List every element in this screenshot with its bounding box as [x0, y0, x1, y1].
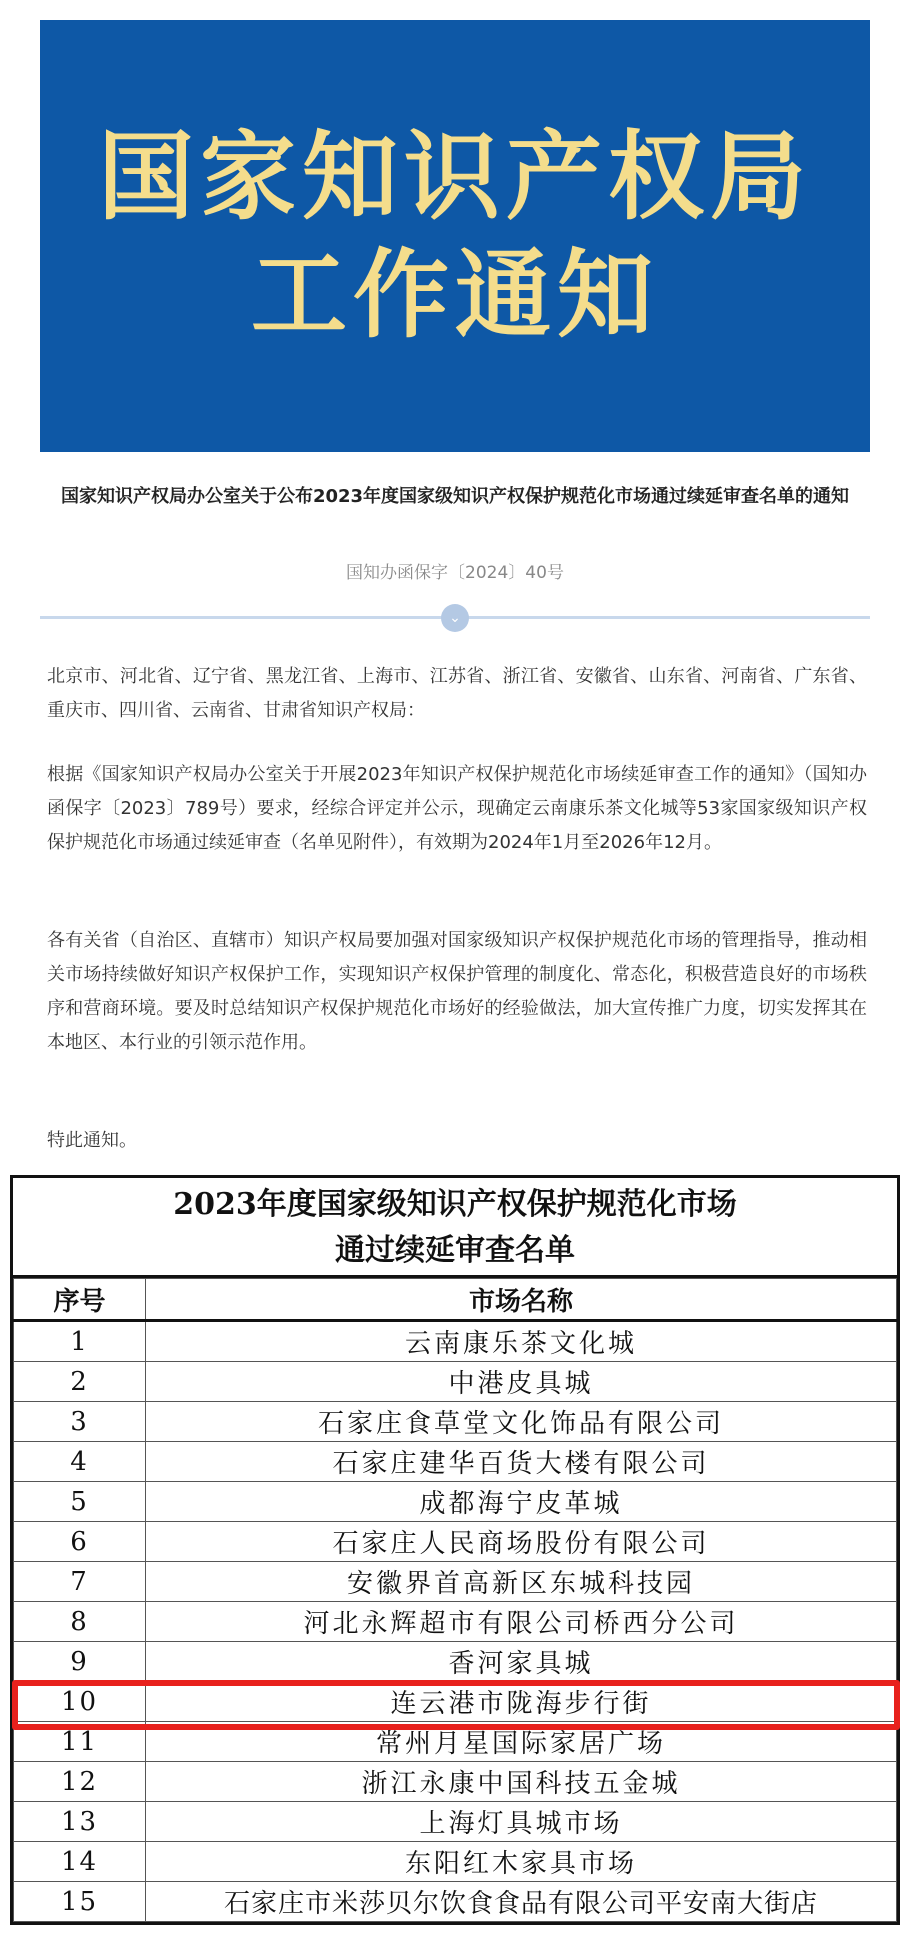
row-market-name: 安徽界首高新区东城科技园 [146, 1562, 897, 1602]
notice-paragraph-1: 根据《国家知识产权局办公室关于开展2023年知识产权保护规范化市场续延审查工作的通知》（国知办函保字〔2023〕789号）要求，经综合评定并公示，现确定云南康乐茶文化城等53家国家级知识产权保护规范化市场通过续延审查（名单见附件），有效期为2024年1月至2026年12月。 [47, 764, 867, 853]
row-market-name: 中港皮具城 [146, 1362, 897, 1402]
table-row [14, 1482, 897, 1522]
row-index: 11 [14, 1722, 146, 1762]
row-index: 13 [14, 1802, 146, 1842]
table-row [14, 1762, 897, 1802]
market-list-table-image [10, 1175, 900, 1925]
row-market-name: 常州月星国际家居广场 [146, 1722, 897, 1762]
market-list-table [13, 1278, 897, 1922]
table-row [14, 1562, 897, 1602]
document-number: 国知办函保字〔2024〕40号 [346, 563, 564, 583]
table-row [14, 1522, 897, 1562]
notice-recipients: 北京市、河北省、辽宁省、黑龙江省、上海市、江苏省、浙江省、安徽省、山东省、河南省、广东省、重庆市、四川省、云南省、甘肃省知识产权局： [47, 666, 867, 721]
row-index: 15 [14, 1882, 146, 1922]
row-index: 1 [14, 1321, 146, 1362]
table-header-row [14, 1279, 897, 1321]
list-title [13, 1178, 897, 1278]
row-index: 14 [14, 1842, 146, 1882]
table-row [14, 1842, 897, 1882]
row-market-name: 石家庄市米莎贝尔饮食食品有限公司平安南大街店 [146, 1882, 897, 1922]
row-index: 6 [14, 1522, 146, 1562]
row-index: 9 [14, 1642, 146, 1682]
row-index: 8 [14, 1602, 146, 1642]
row-market-name: 石家庄人民商场股份有限公司 [146, 1522, 897, 1562]
notice-title: 国家知识产权局办公室关于公布2023年度国家级知识产权保护规范化市场通过续延审查名单的通知 [60, 486, 850, 507]
row-index: 7 [14, 1562, 146, 1602]
row-market-name: 河北永辉超市有限公司桥西分公司 [146, 1602, 897, 1642]
header-banner [40, 20, 870, 452]
row-market-name: 石家庄食草堂文化饰品有限公司 [146, 1402, 897, 1442]
row-market-name: 连云港市陇海步行街 [146, 1682, 897, 1722]
row-market-name: 上海灯具城市场 [146, 1802, 897, 1842]
row-market-name: 香河家具城 [146, 1642, 897, 1682]
table-row [14, 1642, 897, 1682]
row-index: 10 [14, 1682, 146, 1722]
column-header-index: 序号 [14, 1279, 146, 1321]
row-index: 3 [14, 1402, 146, 1442]
table-row [14, 1321, 897, 1362]
row-index: 4 [14, 1442, 146, 1482]
table-row [14, 1402, 897, 1442]
row-market-name: 云南康乐茶文化城 [146, 1321, 897, 1362]
row-market-name: 成都海宁皮革城 [146, 1482, 897, 1522]
row-market-name: 东阳红木家具市场 [146, 1842, 897, 1882]
row-index: 12 [14, 1762, 146, 1802]
list-title-line2: 通过续延审查名单 [335, 1233, 575, 1268]
row-market-name: 石家庄建华百货大楼有限公司 [146, 1442, 897, 1482]
banner-title-line1: 国家知识产权局 [98, 120, 812, 233]
row-index: 5 [14, 1482, 146, 1522]
row-index: 2 [14, 1362, 146, 1402]
table-row [14, 1442, 897, 1482]
row-market-name: 浙江永康中国科技五金城 [146, 1762, 897, 1802]
list-title-line1: 2023年度国家级知识产权保护规范化市场 [173, 1187, 737, 1222]
notice-paragraph-2: 各有关省（自治区、直辖市）知识产权局要加强对国家级知识产权保护规范化市场的管理指导，推动相关市场持续做好知识产权保护工作，实现知识产权保护管理的制度化、常态化，积极营造良好的市场秩序和营商环境。要及时总结知识产权保护规范化市场好的经验做法，加大宣传推广力度，切实发挥其在本地区、本行业的引领示范作用。 [47, 930, 867, 1053]
notice-closing: 特此通知。 [47, 1130, 137, 1151]
table-row [14, 1362, 897, 1402]
banner-title-line2: 工作通知 [251, 238, 659, 351]
table-row [14, 1602, 897, 1642]
row-10-highlight-box [12, 1680, 900, 1730]
column-header-market-name: 市场名称 [146, 1279, 897, 1321]
table-row [14, 1802, 897, 1842]
table-row [14, 1882, 897, 1922]
chevron-down-icon: ⌄ [441, 604, 469, 632]
